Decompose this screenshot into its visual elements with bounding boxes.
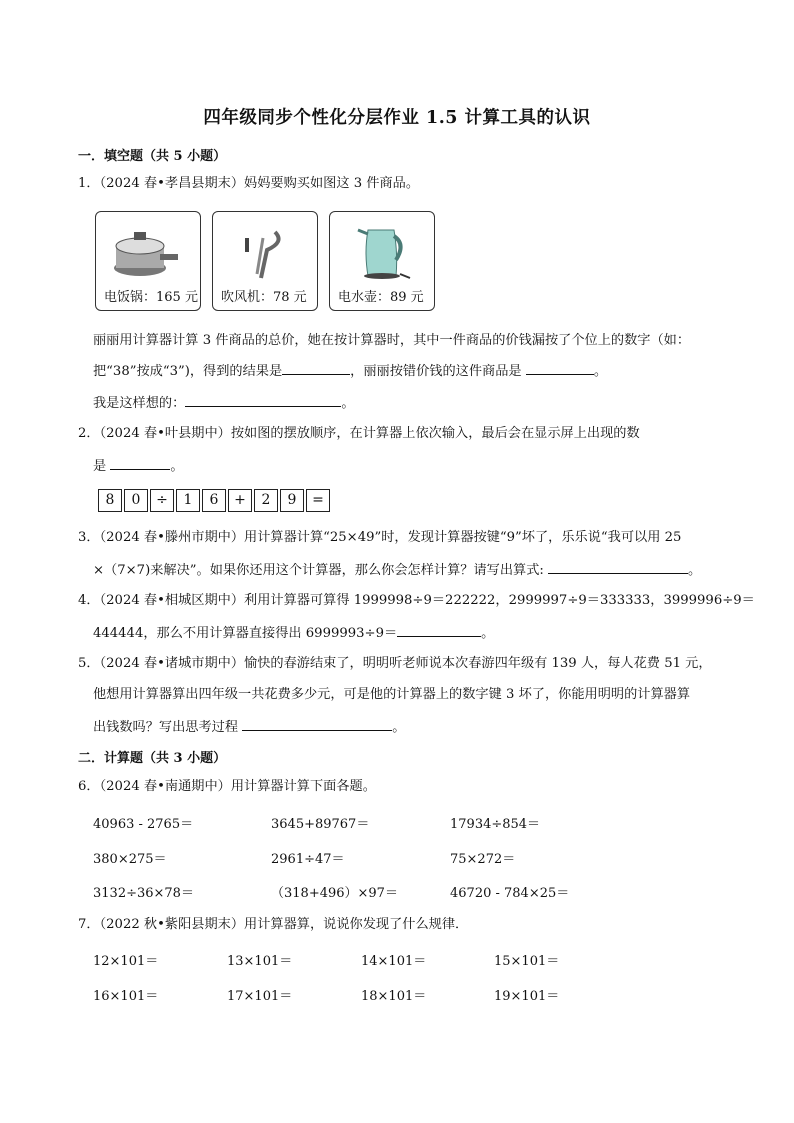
calc-problem: 15×101＝	[494, 954, 560, 969]
calc-problem: 380×275＝	[93, 852, 167, 867]
question-3-text-line-2	[93, 559, 701, 581]
question-2-text-line-2	[93, 455, 184, 477]
calc-problem: 14×101＝	[361, 954, 427, 969]
question-7-stem: 7．（2022 秋•紫阳县期末）用计算器算，说说你发现了什么规律．	[78, 917, 469, 932]
product-card-rice-cooker	[95, 211, 201, 311]
question-1-text: 。	[341, 396, 355, 411]
product-card-hair-dryer	[212, 211, 318, 311]
calc-problem: 19×101＝	[494, 989, 560, 1004]
calc-problem: 3645+89767＝	[271, 817, 370, 832]
calc-problem: 2961÷47＝	[271, 852, 345, 867]
calc-problem: （318+496）×97＝	[271, 886, 398, 901]
question-1-text: 我是这样想的：	[93, 396, 186, 411]
answer-blank-reasoning[interactable]	[185, 392, 341, 407]
question-5-text-line-3	[93, 716, 405, 738]
calculator-key: 9	[280, 489, 304, 512]
product-caption: 电水壶：89 元	[338, 290, 424, 305]
answer-blank-process[interactable]	[242, 716, 392, 731]
hair-dryer-icon	[227, 220, 297, 282]
calculator-key: 6	[202, 489, 226, 512]
question-1-text-line-2	[93, 360, 607, 382]
calc-problem: 17×101＝	[227, 989, 293, 1004]
question-5-text-line-2: 他想用计算器算出四年级一共花费多少元，可是他的计算器上的数字键 3 坏了，你能用明明的计算器算	[93, 687, 691, 702]
question-1-text-line-3	[93, 392, 355, 414]
question-2-text: 。	[170, 459, 184, 474]
answer-blank-item[interactable]	[526, 360, 594, 375]
question-4-text: 444444，那么不用计算器直接得出 6999993÷9＝	[93, 626, 398, 641]
calc-problem: 16×101＝	[93, 989, 159, 1004]
question-1-text-line-1: 丽丽用计算器计算 3 件商品的总价，她在按计算器时，其中一件商品的价钱漏按了个位上的数字（如：	[93, 333, 691, 348]
calc-problem: 46720 - 784×25＝	[450, 886, 570, 901]
question-2-text-line-1: 2．（2024 春•叶县期中）按如图的摆放顺序，在计算器上依次输入，最后会在显示屏上出现的数	[78, 426, 640, 441]
answer-blank-result[interactable]	[282, 360, 350, 375]
question-3-text-line-1: 3．（2024 春•滕州市期中）用计算器计算“25×49”时，发现计算器按键“9”坏了，乐乐说“我可以用 25	[78, 530, 682, 545]
calc-problem: 13×101＝	[227, 954, 293, 969]
question-6-stem: 6．（2024 春•南通期中）用计算器计算下面各题。	[78, 779, 376, 794]
calculator-key: ÷	[150, 489, 174, 512]
calc-problem: 12×101＝	[93, 954, 159, 969]
section-heading-calculation: 二．计算题（共 3 小题）	[78, 751, 227, 766]
calc-problem: 18×101＝	[361, 989, 427, 1004]
page-title: 四年级同步个性化分层作业 1.5 计算工具的认识	[203, 108, 591, 128]
calculator-key: 2	[254, 489, 278, 512]
product-caption: 电饭锅：165 元	[104, 290, 198, 305]
question-5-text-line-1: 5．（2024 春•诸城市期中）愉快的春游结束了，明明听老师说本次春游四年级有 139 人，每人花费 51 元，	[78, 656, 712, 671]
question-5-text: 。	[392, 720, 406, 735]
product-caption: 吹风机：78 元	[221, 290, 307, 305]
question-2-text: 是	[93, 459, 107, 474]
calculator-key-sequence	[98, 489, 330, 512]
question-1-text: 把“38”按成“3”)，得到的结果是	[93, 364, 283, 379]
question-1-text: ，丽丽按错价钱的这件商品是	[350, 364, 522, 379]
question-3-text: ×（7×7)来解决”。如果你还用这个计算器，那么你会怎样计算？请写出算式:	[93, 563, 544, 578]
calc-problem: 75×272＝	[450, 852, 516, 867]
question-3-text: 。	[688, 563, 702, 578]
rice-cooker-icon	[110, 220, 180, 282]
calculator-key: =	[306, 489, 330, 512]
calculator-key: 8	[98, 489, 122, 512]
calc-problem: 17934÷854＝	[450, 817, 541, 832]
question-5-text: 出钱数吗？写出思考过程	[93, 720, 239, 735]
calc-problem: 40963 - 2765＝	[93, 817, 194, 832]
kettle-icon	[344, 220, 418, 282]
calculator-key: 0	[124, 489, 148, 512]
section-heading-fill-blank: 一．填空题（共 5 小题）	[78, 149, 227, 164]
answer-blank-quotient[interactable]	[397, 622, 481, 637]
calculator-key: +	[228, 489, 252, 512]
calculator-key: 1	[176, 489, 200, 512]
question-1-text: 。	[593, 364, 607, 379]
question-4-text-line-2	[93, 622, 494, 644]
question-4-text-line-1: 4．（2024 春•相城区期中）利用计算器可算得 1999998÷9＝222222，2999997÷9＝333333，3999996÷9＝	[78, 593, 755, 608]
question-4-text: 。	[481, 626, 495, 641]
question-1-stem: 1．（2024 春•孝昌县期末）妈妈要购买如图这 3 件商品。	[78, 176, 420, 191]
calc-problem: 3132÷36×78＝	[93, 886, 194, 901]
answer-blank-display[interactable]	[110, 455, 170, 470]
product-card-kettle	[329, 211, 435, 311]
answer-blank-expression[interactable]	[548, 559, 688, 574]
